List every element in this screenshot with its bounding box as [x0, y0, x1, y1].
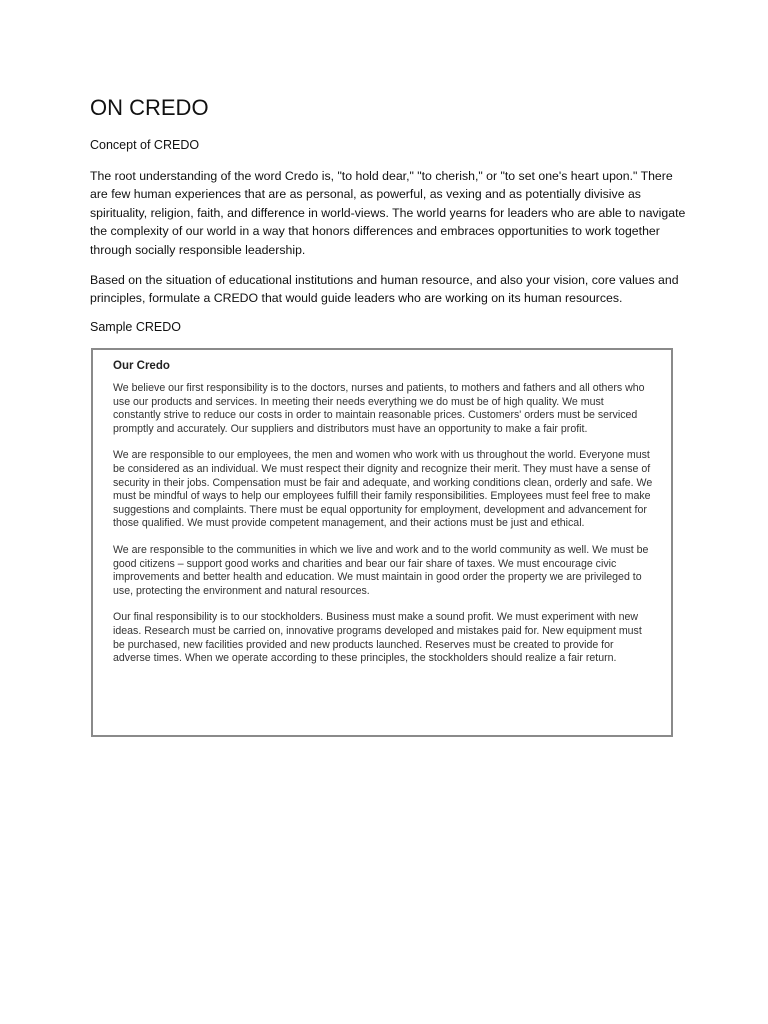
- credo-title: Our Credo: [113, 360, 170, 372]
- credo-paragraph-employees: We are responsible to our employees, the men and women who work with us throughout the world. Everyone must be considered as an individual. We must respect their dignity and recognize their merit. They must have a sense of security in their jobs. Compensation must be fair and adequate, and working conditions clean, orderly and safe. We must be mindful of ways to help our employees fulfill their family responsibilities. Employees must feel free to make suggestions and complaints. There must be equal opportunity for employment, development and advancement for those qualified. We must provide competent management, and their actions must be just and ethical.: [113, 449, 653, 530]
- sample-credo-image: [91, 348, 673, 737]
- page-title: ON CREDO: [90, 95, 209, 120]
- sample-credo-label: Sample CREDO: [90, 320, 181, 334]
- credo-paragraph-customers: We believe our first responsibility is to the doctors, nurses and patients, to mothers and fathers and all others who use our products and services. In meeting their needs everything we do must be of high quality. We must constantly strive to reduce our costs in order to maintain reasonable prices. Customers' orders must be serviced promptly and accurately. Our suppliers and distributors must have an opportunity to make a fair profit.: [113, 382, 645, 435]
- credo-paragraph-communities: We are responsible to the communities in which we live and work and to the world community as well. We must be good citizens – support good works and charities and bear our fair share of taxes. We must encourage civic improvements and better health and education. We must maintain in good order the property we are privileged to use, protecting the environment and natural resources.: [113, 543, 649, 597]
- credo-paragraph-stockholders: Our final responsibility is to our stockholders. Business must make a sound profit. We must experiment with new ideas. Research must be carried on, innovative programs developed and mistakes paid for. New equipment must be purchased, new facilities provided and new products launched. Reserves must be created to provide for adverse times. When we operate according to these principles, the stockholders should realize a fair return.: [113, 611, 642, 665]
- section-subheading: Concept of CREDO: [90, 138, 200, 152]
- intro-paragraph: The root understanding of the word Credo is, "to hold dear," "to cherish," or "to set one's heart upon." There are few human experiences that are as personal, as powerful, as vexing and as potentially divisive as spirituality, religion, faith, and difference in world-views. The world yearns for leaders who are able to navigate the complexity of our world in a way that honors differences and embraces opportunities to work together through socially responsible leadership.: [90, 169, 686, 257]
- instruction-paragraph: Based on the situation of educational institutions and human resource, and also your vision, core values and principles, formulate a CREDO that would guide leaders who are working on its human resources.: [90, 273, 679, 306]
